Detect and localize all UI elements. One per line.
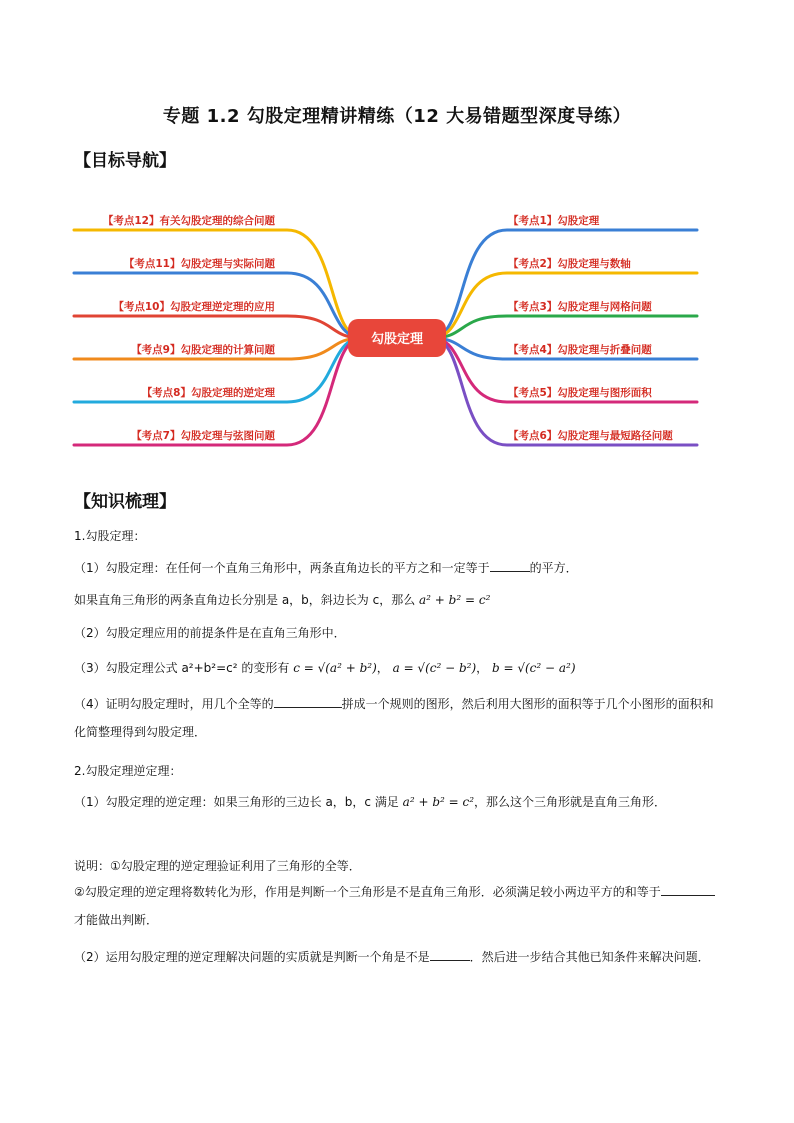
- fill-blank: [661, 881, 715, 896]
- knowledge-heading: 【知识梳理】: [74, 492, 176, 512]
- section-1-title: 1.勾股定理：: [74, 529, 146, 543]
- branch-label-left: 【考点7】勾股定理与弦图问题: [131, 430, 275, 442]
- branch-label-right: 【考点3】勾股定理与网格问题: [508, 301, 652, 313]
- branch-label-right: 【考点6】勾股定理与最短路径问题: [508, 430, 673, 442]
- mind-map: [0, 190, 794, 460]
- theorem-statement: （1）勾股定理：在任何一个直角三角形中，两条直角边长的平方之和一定等于 的平方．: [74, 557, 578, 578]
- note-1: 说明：①勾股定理的逆定理验证利用了三角形的全等．: [74, 859, 361, 873]
- branch-label-left: 【考点9】勾股定理的计算问题: [131, 344, 275, 356]
- branch-label-right: 【考点4】勾股定理与折叠问题: [508, 344, 652, 356]
- branch-label-left: 【考点10】勾股定理逆定理的应用: [113, 301, 275, 313]
- section-2-title: 2.勾股定理逆定理：: [74, 764, 182, 778]
- center-label: 勾股定理: [370, 332, 424, 347]
- note-2: ②勾股定理的逆定理将数转化为形，作用是判断一个三角形是不是直角三角形．必须满足较小两边平方的和等于才能做出判断．: [74, 878, 724, 934]
- formula: b = √(c² − a²): [491, 661, 576, 675]
- premise-line: （2）勾股定理应用的前提条件是在直角三角形中．: [74, 626, 346, 640]
- page-title: 专题 1.2 勾股定理精讲精练（12 大易错题型深度导练）: [162, 106, 632, 127]
- formula: a² + b² = c²: [419, 593, 491, 607]
- application-paragraph: （2）运用勾股定理的逆定理解决问题的实质就是判断一个角是不是 ．然后进一步结合其他已知条件来解决问题．: [74, 943, 724, 971]
- fill-blank: [490, 557, 530, 572]
- theorem-formula-line: 如果直角三角形的两条直角边长分别是 a，b，斜边长为 c，那么 a² + b² = c²: [74, 593, 491, 607]
- branch-label-left: 【考点12】有关勾股定理的综合问题: [102, 215, 275, 227]
- branch-label-left: 【考点8】勾股定理的逆定理: [141, 387, 275, 399]
- nav-heading: 【目标导航】: [74, 151, 176, 171]
- fill-blank: [430, 946, 470, 961]
- formula: c = √(a² + b²): [293, 661, 377, 675]
- branch-label-left: 【考点11】勾股定理与实际问题: [123, 258, 275, 270]
- converse-paragraph: （1）勾股定理的逆定理：如果三角形的三边长 a，b，c 满足 a² + b² = c²，那么这个三角形就是直角三角形．: [74, 795, 667, 809]
- formula: a = √(c² − b²): [392, 661, 477, 675]
- branch-label-right: 【考点1】勾股定理: [508, 215, 600, 227]
- variants-line: （3）勾股定理公式 a²+b²=c² 的变形有 c = √(a² + b²)， a = √(c² − b²)， b = √(c² − a²): [74, 661, 576, 675]
- fill-blank: [274, 693, 342, 708]
- branch-label-right: 【考点2】勾股定理与数轴: [508, 258, 631, 270]
- formula: a² + b² = c²: [402, 795, 475, 809]
- branch-line-left: [74, 316, 362, 338]
- branch-label-right: 【考点5】勾股定理与图形面积: [508, 387, 652, 399]
- branch-line-right: [432, 316, 697, 338]
- proof-paragraph: （4）证明勾股定理时，用几个全等的 拼成一个规则的图形，然后利用大图形的面积等于几个小图形的面积和化简整理得到勾股定理．: [74, 690, 724, 746]
